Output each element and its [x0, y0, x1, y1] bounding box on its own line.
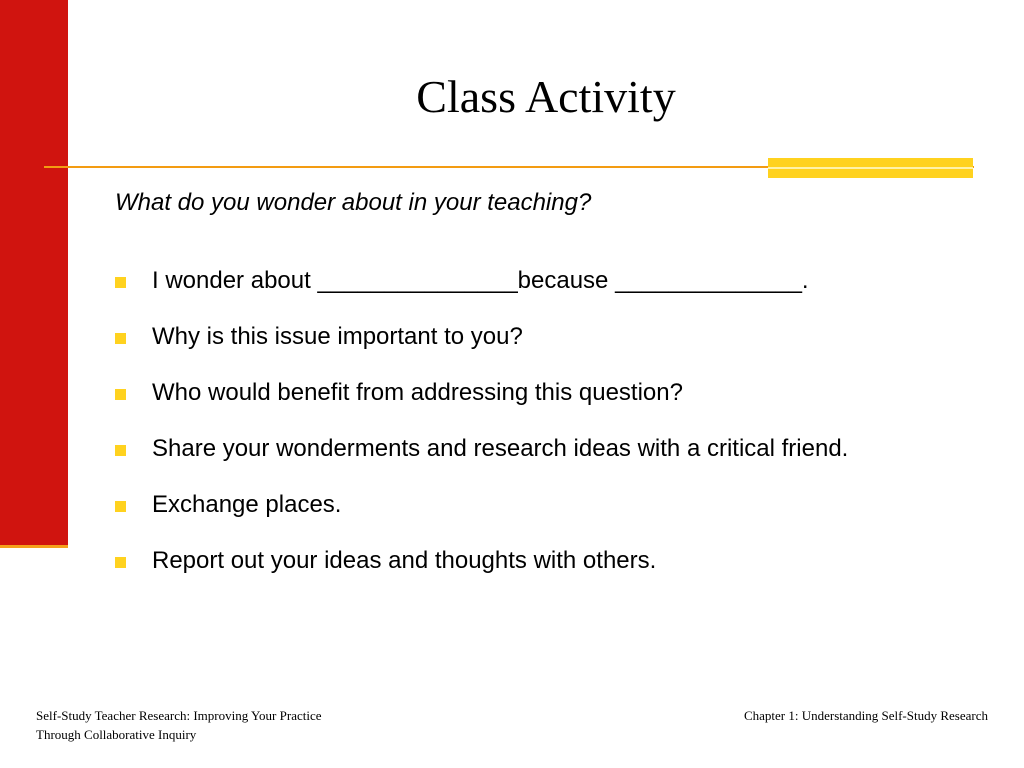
bullet-text: Who would benefit from addressing this question? — [152, 379, 683, 406]
bullet-square-icon — [115, 557, 126, 568]
bullet-square-icon — [115, 501, 126, 512]
bullet-item — [115, 376, 915, 410]
bullet-square-icon — [115, 445, 126, 456]
footer-book-title — [36, 706, 416, 744]
bullet-text: Why is this issue important to you? — [152, 323, 523, 350]
bullet-item — [115, 488, 915, 522]
slide-subtitle: What do you wonder about in your teaching? — [115, 189, 592, 216]
yellow-accent-stripe — [768, 167, 973, 169]
bullet-square-icon — [115, 333, 126, 344]
bullet-text: Share your wonderments and research ideas with a critical friend. — [152, 435, 849, 462]
bullet-text: Exchange places. — [152, 491, 342, 518]
bullet-item — [115, 320, 915, 354]
footer-book-title-line2: Through Collaborative Inquiry — [36, 727, 197, 742]
bullet-list — [115, 264, 915, 600]
slide-title: Class Activity — [416, 71, 676, 122]
bullet-text: Report out your ideas and thoughts with others. — [152, 547, 657, 574]
bullet-item — [115, 432, 915, 466]
bullet-text: I wonder about _______________because ______________. — [152, 267, 809, 294]
bullet-item — [115, 544, 915, 578]
bullet-square-icon — [115, 389, 126, 400]
footer-chapter: Chapter 1: Understanding Self-Study Research — [743, 708, 988, 723]
bullet-square-icon — [115, 277, 126, 288]
left-red-bar — [0, 0, 68, 545]
footer-book-title-line1: Self-Study Teacher Research: Improving Your Practice — [36, 708, 322, 723]
bullet-item — [115, 264, 915, 298]
left-bar-accent — [0, 545, 68, 548]
